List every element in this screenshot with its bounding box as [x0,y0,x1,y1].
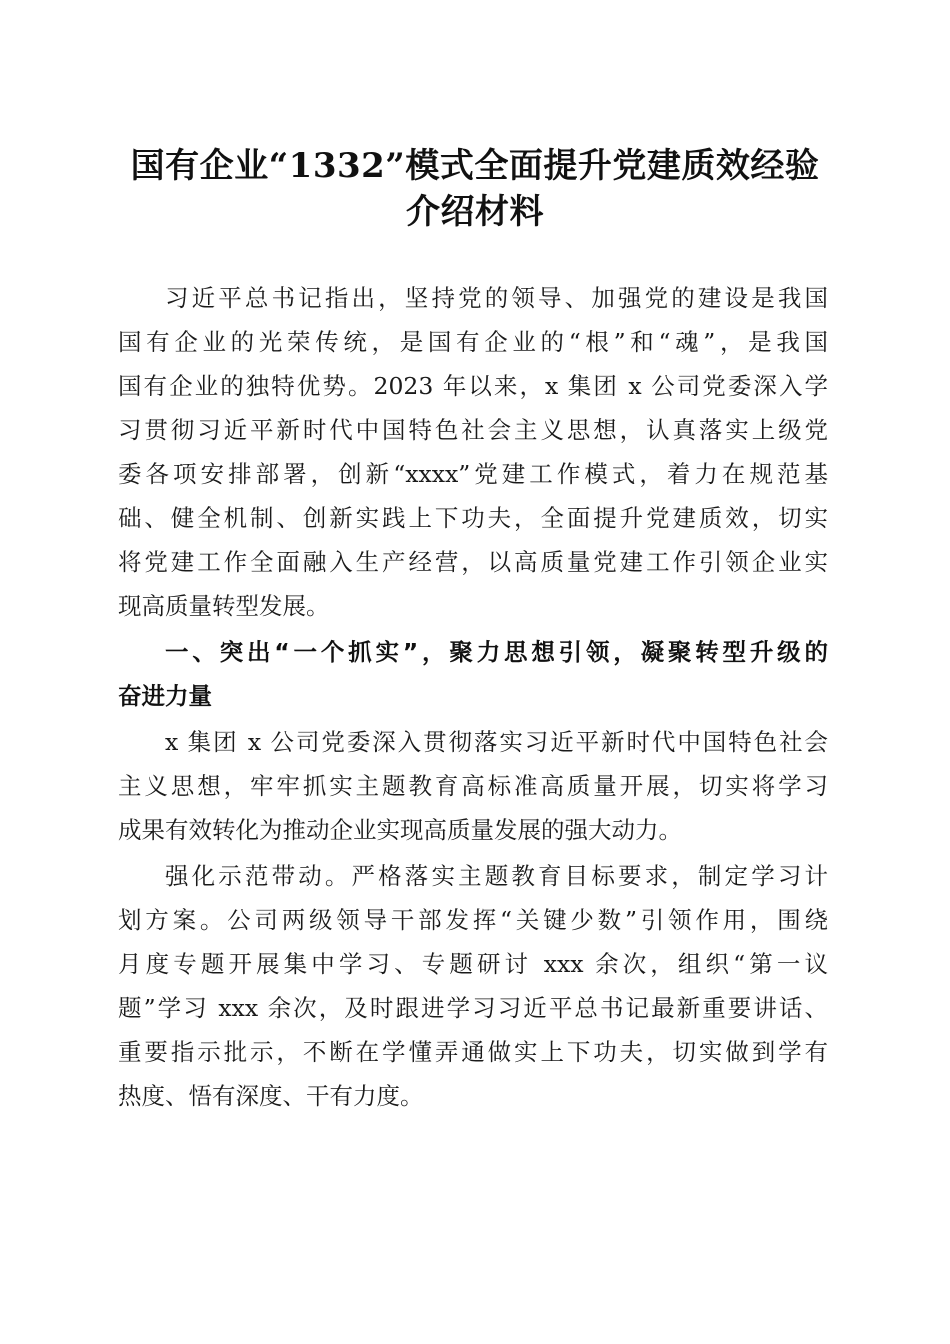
intro-line: 委各项安排部署，创新“xxxx”党建工作模式，着力在规范基 [118,460,828,488]
section-paragraph-line: 热度、悟有深度、干有力度。 [118,1082,424,1110]
intro-line: 将党建工作全面融入生产经营，以高质量党建工作引领企业实 [118,548,828,576]
section-paragraph-line: 成果有效转化为推动企业实现高质量发展的强大动力。 [118,816,682,844]
section-heading-line: 一、突出“一个抓实”，聚力思想引领，凝聚转型升级的 [165,638,828,666]
intro-line: 现高质量转型发展。 [118,592,330,620]
section-paragraph-line: 题”学习 xxx 余次，及时跟进学习习近平总书记最新重要讲话、 [118,994,828,1022]
intro-line: 国有企业的独特优势。2023 年以来，x 集团 x 公司党委深入学 [118,372,828,400]
document-title-line-1: 国有企业“1332”模式全面提升党建质效经验 [130,146,820,186]
section-paragraph-line: 强化示范带动。严格落实主题教育目标要求，制定学习计 [165,862,828,890]
section-paragraph-line: 主义思想，牢牢抓实主题教育高标准高质量开展，切实将学习 [118,772,828,800]
section-heading-line: 奋进力量 [118,682,212,710]
intro-line: 础、健全机制、创新实践上下功夫，全面提升党建质效，切实 [118,504,828,532]
section-paragraph-line: x 集团 x 公司党委深入贯彻落实习近平新时代中国特色社会 [165,728,828,756]
document-title-line-2: 介绍材料 [406,192,544,232]
intro-line: 习近平总书记指出，坚持党的领导、加强党的建设是我国 [165,284,828,312]
section-paragraph-line: 划方案。公司两级领导干部发挥“关键少数”引领作用，围绕 [118,906,828,934]
intro-line: 国有企业的光荣传统，是国有企业的“根”和“魂”，是我国 [118,328,828,356]
section-paragraph-line: 月度专题开展集中学习、专题研讨 xxx 余次，组织“第一议 [118,950,828,978]
section-paragraph-line: 重要指示批示，不断在学懂弄通做实上下功夫，切实做到学有 [118,1038,828,1066]
intro-line: 习贯彻习近平新时代中国特色社会主义思想，认真落实上级党 [118,416,828,444]
